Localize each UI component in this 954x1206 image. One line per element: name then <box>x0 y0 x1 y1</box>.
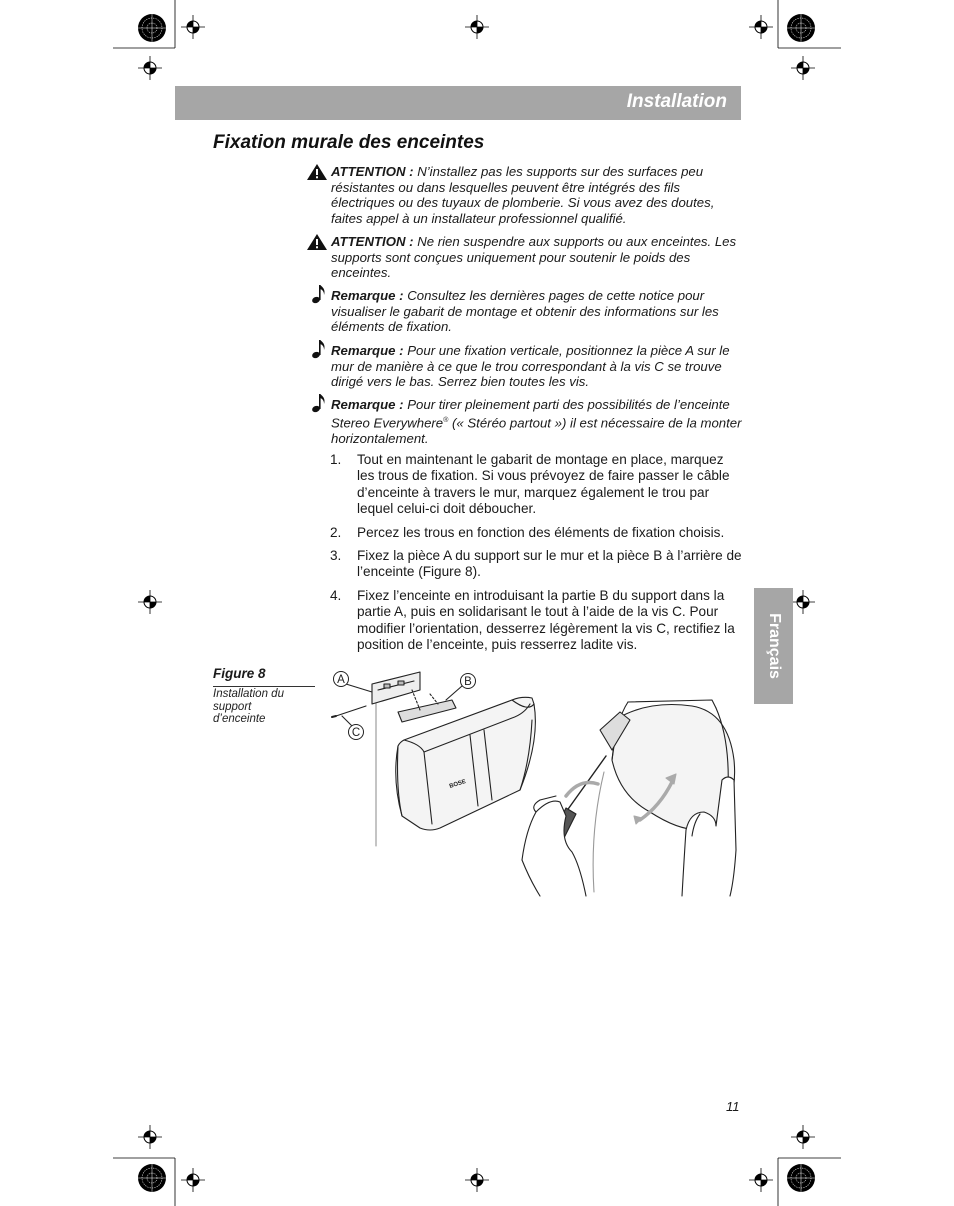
page-number: 11 <box>726 1099 740 1114</box>
figure-caption: Installation du support d’enceinte <box>213 688 284 726</box>
step-text: Fixez l’enceinte en introduisant la partie B du support dans la partie A, puis en solidarisant le tout à l’aide de la vis C. Pour modifier l’orientation, desserrez légèrement la vis C, rectifiez la position de l’enceinte, puis resserrez ladite vis. <box>357 587 735 653</box>
note-label: Remarque : <box>331 288 404 303</box>
step-text: Fixez la pièce A du support sur le mur et la pièce B à l’arrière de l’enceinte (Figure 8). <box>357 548 742 580</box>
page-title: Fixation murale des enceintes <box>213 132 485 153</box>
figure-label: Figure 8 <box>213 666 266 681</box>
note-text: Pour une fixation verticale, positionnez la pièce A sur le mur de manière à ce que le trou correspondant à la vis C se trouve dirigé vers le bas. Serrez bien toutes les vis. <box>331 343 730 390</box>
note-text: N’installez pas les supports sur des surfaces peu résistantes ou dans lesquelles peuvent être intégrés des fils électriques ou des tuyaux de plomberie. Si vous avez des doutes, faites appel à un installateur professionnel qualifié. <box>331 164 715 226</box>
note-text: Consultez les dernières pages de cette notice pour visualiser le gabarit de montage et obtenir des informations sur les éléments de fixation. <box>331 288 719 335</box>
note-text: (« Stéréo partout ») il est nécessaire de la monter horizontalement. <box>331 414 742 446</box>
note-text: Ne rien suspendre aux supports ou aux enceintes. Les supports sont conçues uniquement pour soutenir le poids des enceintes. <box>331 234 737 281</box>
note-label: ATTENTION : <box>331 234 414 249</box>
note-label: Remarque : <box>331 343 404 358</box>
svg-text:BOSE: BOSE <box>448 778 467 790</box>
note-text: Pour tirer pleinement parti des possibilités de l’enceinte Stereo Everywhere <box>331 397 730 430</box>
callout-c: C <box>351 727 361 739</box>
language-tab <box>754 588 793 704</box>
callout-a: A <box>337 674 345 686</box>
step-number: 3. <box>330 548 342 564</box>
header-title: Installation <box>626 91 727 112</box>
step-number: 4. <box>330 587 342 603</box>
step-number: 1. <box>330 452 342 467</box>
step-text: Percez les trous en fonction des éléments de fixation choisis. <box>357 524 725 540</box>
step-number: 2. <box>330 524 342 540</box>
note-label: ATTENTION : <box>331 164 414 179</box>
registered-mark: ® <box>443 416 449 424</box>
step-text: Tout en maintenant le gabarit de montage en place, marquez les trous de fixation. Si vous prévoyez de faire passer le câble d’enceinte à travers le mur, marquez également le trou par lequel celui-ci doit déboucher. <box>357 452 730 517</box>
callout-b: B <box>464 676 472 688</box>
language-tab-label: Français <box>765 613 783 679</box>
note-label: Remarque : <box>331 397 404 412</box>
